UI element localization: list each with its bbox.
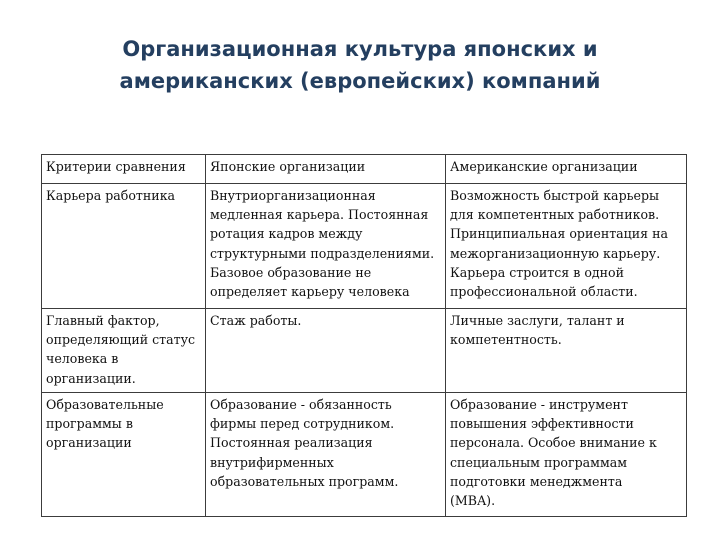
cell-japanese: Образование - обязанность фирмы перед сотрудником. Постоянная реализация внутрифирменных образовательных программ.: [206, 393, 446, 517]
cell-criterion: Карьера работника: [42, 184, 206, 309]
slide-title-line-1: Организационная культура японских и: [122, 37, 598, 61]
table-header-row: [42, 155, 687, 184]
table-row: [42, 184, 687, 309]
slide-title-line-2: американских (европейских) компаний: [119, 69, 601, 93]
cell-criterion: Образовательные программы в организации: [42, 393, 206, 517]
cell-american: Образование - инструмент повышения эффективности персонала. Особое внимание к специальным программам подготовки менеджмента (MBA).: [446, 393, 687, 517]
header-american: Американские организации: [446, 155, 687, 184]
table-row: [42, 393, 687, 517]
header-japanese: Японские организации: [206, 155, 446, 184]
cell-japanese: Стаж работы.: [206, 309, 446, 393]
table-row: [42, 309, 687, 393]
comparison-table: [41, 154, 687, 517]
header-criteria: Критерии сравнения: [42, 155, 206, 184]
cell-american: Возможность быстрой карьеры для компетентных работников. Принципиальная ориентация на межорганизационную карьеру. Карьера строится в одной профессиональной области.: [446, 184, 687, 309]
cell-criterion: Главный фактор, определяющий статус человека в организации.: [42, 309, 206, 393]
slide-title: [0, 33, 720, 97]
cell-american: Личные заслуги, талант и компетентность.: [446, 309, 687, 393]
cell-japanese: Внутриорганизационная медленная карьера. Постоянная ротация кадров между структурными подразделениями. Базовое образование не определяет карьеру человека: [206, 184, 446, 309]
